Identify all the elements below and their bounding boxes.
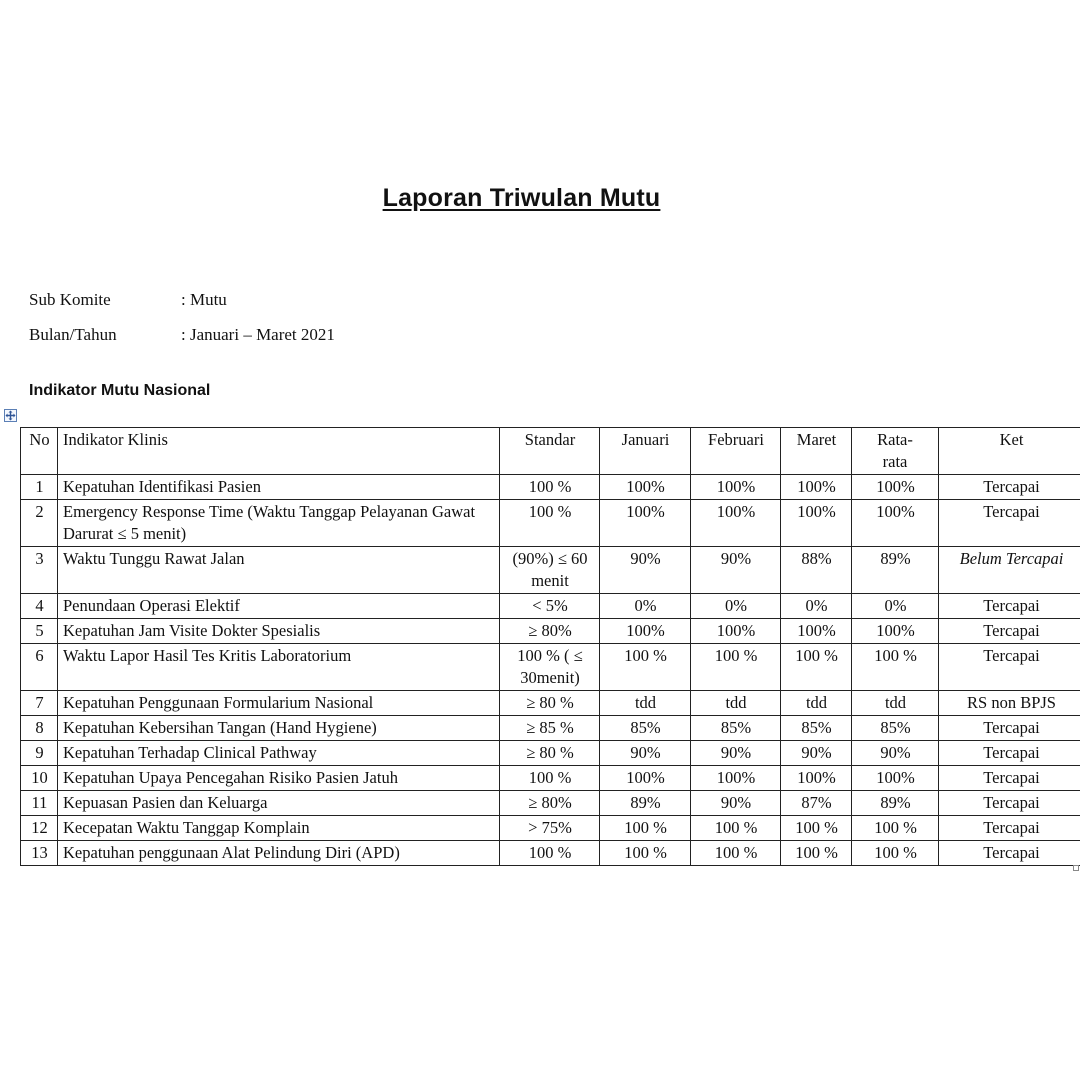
cell-ket: Tercapai [939,816,1080,841]
cell-maret: 85% [781,716,852,741]
header-indikator: Indikator Klinis [58,428,500,475]
cell-rata-rata: tdd [852,691,939,716]
cell-indikator: Penundaan Operasi Elektif [58,594,500,619]
cell-maret: 100% [781,500,852,547]
cell-maret: 100% [781,766,852,791]
cell-indikator: Kepatuhan Upaya Pencegahan Risiko Pasien Jatuh [58,766,500,791]
cell-ket: Tercapai [939,500,1080,547]
cell-ket: Tercapai [939,475,1080,500]
cell-ket: Tercapai [939,791,1080,816]
table-row [21,644,1080,691]
cell-februari: 100 % [691,816,781,841]
cell-februari: 90% [691,791,781,816]
cell-ket: Tercapai [939,841,1080,866]
header-januari: Januari [600,428,691,475]
cell-februari: 90% [691,741,781,766]
cell-januari: 100 % [600,644,691,691]
cell-standar: 100 % [500,841,600,866]
cell-no: 11 [21,791,58,816]
cell-indikator: Kepatuhan Identifikasi Pasien [58,475,500,500]
cell-no: 1 [21,475,58,500]
cell-indikator: Kepatuhan Penggunaan Formularium Nasional [58,691,500,716]
cell-standar: < 5% [500,594,600,619]
cell-februari: 100 % [691,841,781,866]
cell-januari: 100% [600,619,691,644]
cell-no: 7 [21,691,58,716]
cell-standar: ≥ 80 % [500,691,600,716]
cell-indikator: Emergency Response Time (Waktu Tanggap Pelayanan Gawat Darurat ≤ 5 menit) [58,500,500,547]
cell-rata-rata: 0% [852,594,939,619]
section-heading: Indikator Mutu Nasional [29,382,211,399]
cell-februari: 100% [691,766,781,791]
table-row [21,816,1080,841]
cell-maret: 0% [781,594,852,619]
bulan-tahun-label: Bulan/Tahun [29,325,117,344]
cell-indikator: Kepatuhan Terhadap Clinical Pathway [58,741,500,766]
cell-rata-rata: 100 % [852,841,939,866]
cell-rata-rata: 100 % [852,816,939,841]
cell-indikator: Waktu Lapor Hasil Tes Kritis Laboratorium [58,644,500,691]
table-row [21,500,1080,547]
cell-ket: Tercapai [939,766,1080,791]
cell-januari: 90% [600,741,691,766]
cell-no: 10 [21,766,58,791]
cell-februari: 0% [691,594,781,619]
cell-ket: Tercapai [939,741,1080,766]
cell-standar: 100 % [500,500,600,547]
cell-no: 9 [21,741,58,766]
cell-januari: 100% [600,500,691,547]
cell-ket: Belum Tercapai [939,547,1080,594]
cell-rata-rata: 100% [852,475,939,500]
cell-februari: 100 % [691,644,781,691]
cell-maret: 90% [781,741,852,766]
cell-januari: 90% [600,547,691,594]
table-row [21,594,1080,619]
cell-februari: 100% [691,500,781,547]
document-title: Laporan Triwulan Mutu [382,184,661,212]
indicator-table [20,427,1080,866]
cell-maret: 87% [781,791,852,816]
table-row [21,766,1080,791]
cell-no: 6 [21,644,58,691]
header-maret: Maret [781,428,852,475]
table-row [21,841,1080,866]
cell-indikator: Kepatuhan Kebersihan Tangan (Hand Hygiene) [58,716,500,741]
cell-ket: Tercapai [939,716,1080,741]
cell-standar: (90%) ≤ 60 menit [500,547,600,594]
sub-komite-label: Sub Komite [29,290,111,309]
table-row [21,619,1080,644]
cell-rata-rata: 100% [852,500,939,547]
cell-indikator: Kecepatan Waktu Tanggap Komplain [58,816,500,841]
sub-komite-value: : Mutu [181,290,227,309]
table-row [21,691,1080,716]
header-rata-rata: Rata-rata [852,428,939,475]
meta-sub-komite [29,290,227,310]
cell-standar: ≥ 80% [500,791,600,816]
cell-januari: 0% [600,594,691,619]
cell-no: 5 [21,619,58,644]
bulan-tahun-value: : Januari – Maret 2021 [181,325,335,344]
cell-rata-rata: 100% [852,766,939,791]
cell-ket: Tercapai [939,594,1080,619]
cell-januari: 100 % [600,816,691,841]
cell-no: 4 [21,594,58,619]
cell-no: 3 [21,547,58,594]
cell-februari: 85% [691,716,781,741]
cell-januari: tdd [600,691,691,716]
cell-rata-rata: 89% [852,547,939,594]
cell-rata-rata: 100% [852,619,939,644]
cell-rata-rata: 90% [852,741,939,766]
cell-indikator: Kepatuhan penggunaan Alat Pelindung Diri (APD) [58,841,500,866]
cell-standar: 100 % ( ≤ 30menit) [500,644,600,691]
cell-standar: 100 % [500,475,600,500]
cell-ket: RS non BPJS [939,691,1080,716]
cell-standar: ≥ 80% [500,619,600,644]
table-row [21,475,1080,500]
cell-maret: 100 % [781,816,852,841]
table-row [21,547,1080,594]
cell-ket: Tercapai [939,619,1080,644]
cell-indikator: Kepatuhan Jam Visite Dokter Spesialis [58,619,500,644]
cell-februari: 100% [691,475,781,500]
cell-maret: tdd [781,691,852,716]
header-standar: Standar [500,428,600,475]
cell-indikator: Kepuasan Pasien dan Keluarga [58,791,500,816]
cell-rata-rata: 100 % [852,644,939,691]
cell-indikator: Waktu Tunggu Rawat Jalan [58,547,500,594]
cell-januari: 89% [600,791,691,816]
cell-rata-rata: 89% [852,791,939,816]
move-arrows-icon[interactable] [4,409,17,422]
table-header-row [21,428,1080,475]
cell-standar: 100 % [500,766,600,791]
cell-maret: 100 % [781,841,852,866]
cell-januari: 100% [600,475,691,500]
cell-maret: 100% [781,475,852,500]
cell-februari: 90% [691,547,781,594]
table-row [21,791,1080,816]
cell-maret: 100% [781,619,852,644]
cell-maret: 100 % [781,644,852,691]
cell-no: 13 [21,841,58,866]
cell-no: 8 [21,716,58,741]
cell-standar: > 75% [500,816,600,841]
cell-no: 12 [21,816,58,841]
resize-handle-icon[interactable] [1073,865,1079,871]
header-no: No [21,428,58,475]
cell-no: 2 [21,500,58,547]
table-row [21,716,1080,741]
meta-bulan-tahun [29,325,335,345]
cell-februari: tdd [691,691,781,716]
cell-standar: ≥ 85 % [500,716,600,741]
header-ket: Ket [939,428,1080,475]
cell-standar: ≥ 80 % [500,741,600,766]
cell-februari: 100% [691,619,781,644]
cell-ket: Tercapai [939,644,1080,691]
table-row [21,741,1080,766]
cell-maret: 88% [781,547,852,594]
cell-januari: 100 % [600,841,691,866]
cell-rata-rata: 85% [852,716,939,741]
header-februari: Februari [691,428,781,475]
cell-januari: 85% [600,716,691,741]
cell-januari: 100% [600,766,691,791]
